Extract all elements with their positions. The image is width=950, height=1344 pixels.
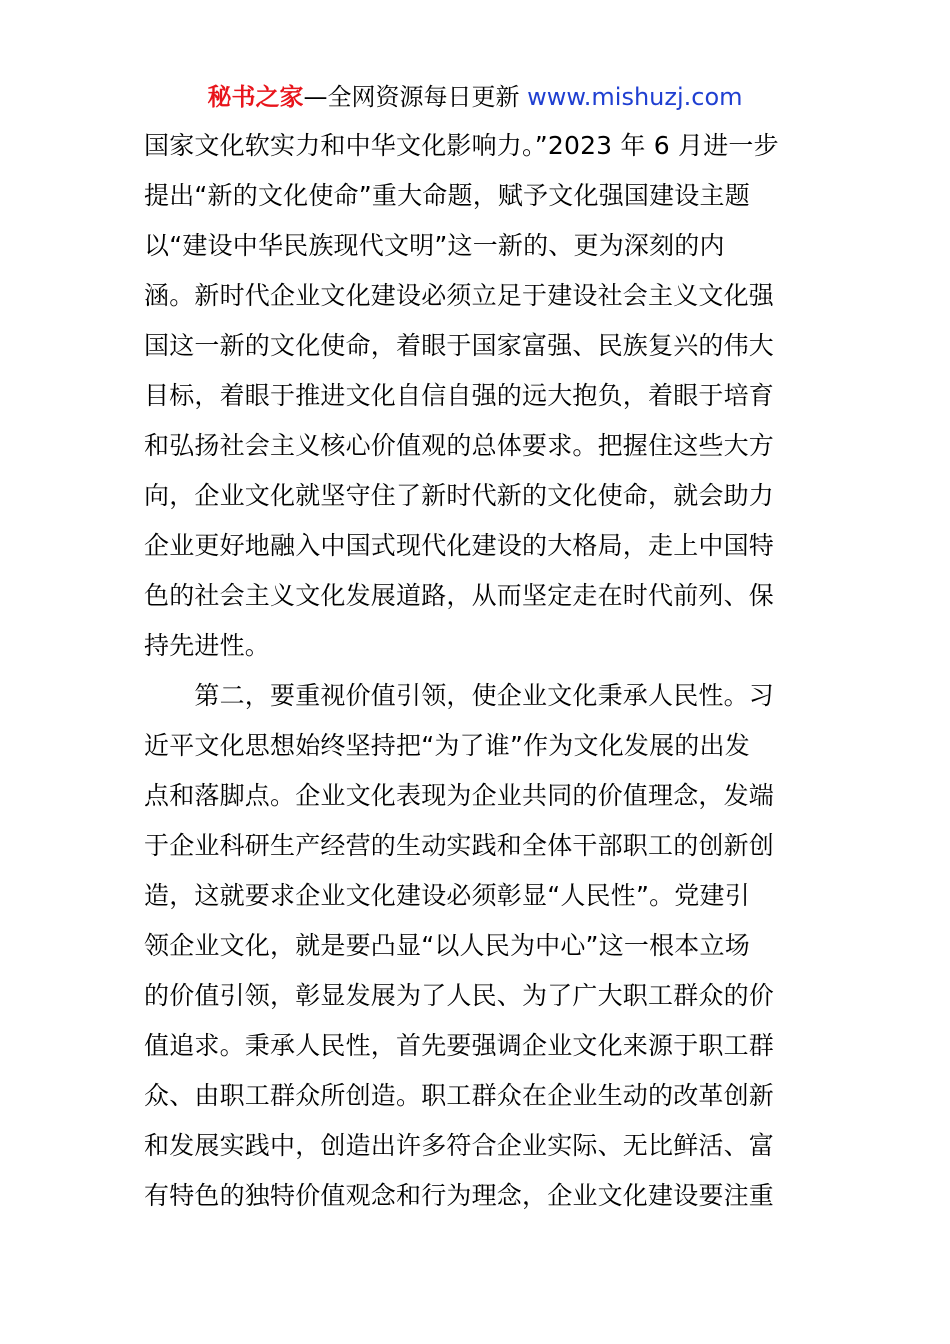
text-line: 于企业科研生产经营的生动实践和全体干部职工的创新创	[144, 831, 775, 860]
text-line: 和弘扬社会主义核心价值观的总体要求。把握住这些大方	[144, 431, 775, 460]
site-url[interactable]: www.mishuzj.com	[519, 83, 743, 111]
text-line: 色的社会主义文化发展道路，从而坚定走在时代前列、保	[144, 581, 775, 610]
text-line: 向，企业文化就坚守住了新时代新的文化使命，就会助力	[144, 481, 775, 510]
text-line: 值追求。秉承人民性，首先要强调企业文化来源于职工群	[144, 1031, 775, 1060]
text-line: 的价值引领，彰显发展为了人民、为了广大职工群众的价	[144, 981, 775, 1010]
text-line: 国这一新的文化使命，着眼于国家富强、民族复兴的伟大	[144, 331, 775, 360]
text-line: 国家文化软实力和中华文化影响力。”2023 年 6 月进一步	[144, 131, 779, 160]
text-line: 众、由职工群众所创造。职工群众在企业生动的改革创新	[144, 1081, 775, 1110]
text-line: 点和落脚点。企业文化表现为企业共同的价值理念，发端	[144, 781, 775, 810]
text-line: 第二，要重视价值引领，使企业文化秉承人民性。习	[144, 681, 775, 710]
text-line: 提出“新的文化使命”重大命题，赋予文化强国建设主题	[144, 181, 750, 210]
page-header	[0, 80, 950, 114]
document-body	[144, 121, 814, 1221]
text-line: 企业更好地融入中国式现代化建设的大格局，走上中国特	[144, 531, 775, 560]
text-line: 涵。新时代企业文化建设必须立足于建设社会主义文化强	[144, 281, 775, 310]
text-line: 有特色的独特价值观念和行为理念，企业文化建设要注重	[144, 1181, 775, 1210]
text-line: 领企业文化，就是要凸显“以人民为中心”这一根本立场	[144, 931, 750, 960]
text-line: 持先进性。	[144, 631, 271, 660]
text-line: 以“建设中华民族现代文明”这一新的、更为深刻的内	[144, 231, 725, 260]
header-tagline: —全网资源每日更新	[303, 83, 520, 111]
text-line: 和发展实践中，创造出许多符合企业实际、无比鲜活、富	[144, 1131, 775, 1160]
text-line: 近平文化思想始终坚持把“为了谁”作为文化发展的出发	[144, 731, 750, 760]
text-line: 造，这就要求企业文化建设必须彰显“人民性”。党建引	[144, 881, 750, 910]
brand-name: 秘书之家	[207, 83, 304, 111]
text-line: 目标，着眼于推进文化自信自强的远大抱负，着眼于培育	[144, 381, 775, 410]
